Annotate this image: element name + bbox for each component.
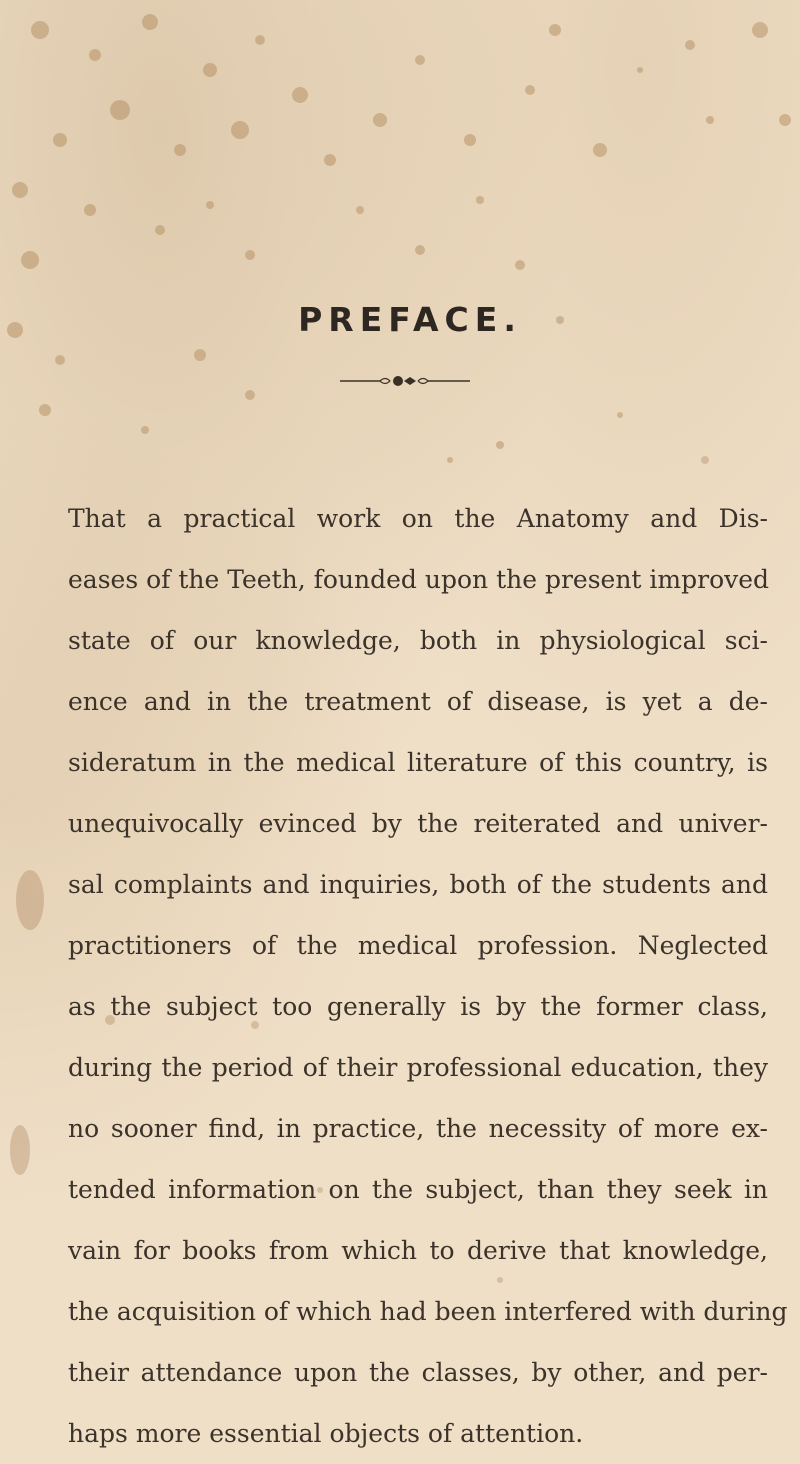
- body-line: That a practical work on the Anatomy and Dis-: [68, 504, 768, 533]
- body-line: eases of the Teeth, founded upon the present improved: [68, 565, 770, 594]
- page-title: PREFACE.: [298, 300, 522, 339]
- body-line: haps more essential objects of attention.: [68, 1419, 584, 1448]
- body-line: as the subject too generally is by the former class,: [68, 992, 768, 1021]
- body-line: sideratum in the medical literature of this country, is: [68, 748, 768, 777]
- body-line: vain for books from which to derive that knowledge,: [68, 1236, 768, 1265]
- body-line: tended information on the subject, than they seek in: [68, 1175, 768, 1204]
- body-line: during the period of their professional education, they: [68, 1053, 768, 1082]
- body-line: state of our knowledge, both in physiological sci-: [68, 626, 768, 655]
- body-line: practitioners of the medical profession. Neglected: [68, 931, 768, 960]
- body-line: unequivocally evinced by the reiterated and univer-: [68, 809, 768, 838]
- preface-body: [68, 488, 788, 1464]
- body-line: the acquisition of which had been interfered with during: [68, 1297, 788, 1326]
- body-line: no sooner find, in practice, the necessity of more ex-: [68, 1114, 768, 1143]
- decorative-rule-icon: [340, 374, 470, 388]
- body-line: ence and in the treatment of disease, is yet a de-: [68, 687, 768, 716]
- body-line: sal complaints and inquiries, both of the students and: [68, 870, 768, 899]
- body-line: their attendance upon the classes, by other, and per-: [68, 1358, 768, 1387]
